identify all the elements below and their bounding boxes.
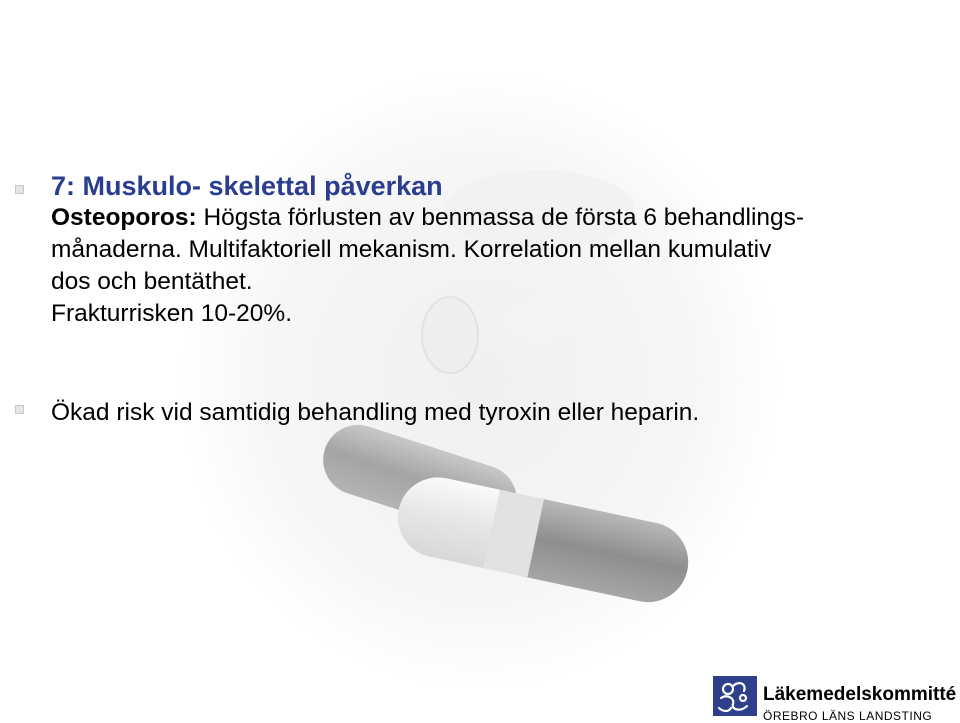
- osteoporos-lead: Osteoporos:: [51, 204, 197, 231]
- logo-name: Läkemedelskommitté: [763, 684, 957, 705]
- lakemedelskommitte-logo-icon: [713, 676, 757, 716]
- bullet-marker: [15, 185, 24, 194]
- bullet-item-2: Ökad risk vid samtidig behandling med tyroxin eller heparin.: [51, 399, 700, 426]
- osteoporos-paragraph: [51, 202, 956, 330]
- paragraph-line-1-text: Högsta förlusten av benmassa de första 6 behandlings-: [196, 204, 805, 231]
- organization-logo: [713, 676, 960, 723]
- paragraph-line-3: dos och bentäthet.: [51, 268, 253, 295]
- bullet-item-1: [51, 170, 956, 330]
- slide-title: 7: Muskulo- skelettal påverkan: [51, 171, 443, 201]
- paragraph-line-2: månaderna. Multifaktoriell mekanism. Korrelation mellan kumulativ: [51, 236, 772, 263]
- paragraph-line-1: [51, 202, 956, 234]
- paragraph-line-4: Frakturrisken 10-20%.: [51, 300, 293, 327]
- bullet-marker: [15, 405, 24, 414]
- logo-subtitle: ÖREBRO LÄNS LANDSTING: [763, 709, 933, 723]
